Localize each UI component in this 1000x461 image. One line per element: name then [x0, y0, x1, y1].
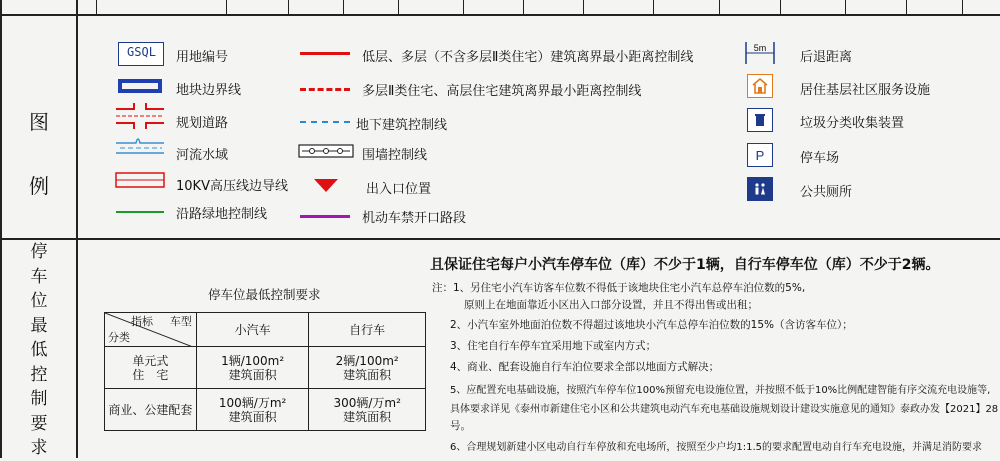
legend-label-parcel-boundary: 地块边界线 — [176, 83, 242, 98]
legend-label-green-belt: 沿路绿地控制线 — [176, 207, 268, 222]
planned-road-symbol — [114, 101, 166, 131]
parking-table-caption: 停车位最低控制要求 — [208, 287, 321, 302]
legend-label-planned-road: 规划道路 — [176, 116, 229, 131]
parking-title — [28, 240, 50, 461]
setback-distance-value: 5m — [753, 43, 767, 53]
parking-title-char: 求 — [30, 438, 48, 458]
community-service-icon — [747, 74, 773, 98]
header-category: 分类 — [108, 331, 130, 344]
legend-title-char: 例 — [29, 174, 49, 198]
row-car: 1辆/100m² 建筑面积 — [196, 347, 309, 389]
parking-title-char: 位 — [30, 291, 48, 311]
wall-line-symbol — [298, 144, 354, 158]
row-bike: 2辆/100m² 建筑面积 — [309, 347, 426, 389]
waste-sorting-icon — [747, 108, 773, 132]
legend-title — [22, 90, 56, 218]
parking-note-1-cont: 原则上在地面靠近小区出入口部分设置，并且不得出售或出租； — [464, 299, 758, 311]
public-toilet-icon — [747, 177, 773, 201]
legend-label-high-rise-setback: 多层Ⅱ类住宅、高层住宅建筑离界最小距离控制线 — [362, 84, 642, 99]
river-symbol — [114, 133, 166, 161]
legend-label-public-toilet: 公共厕所 — [800, 185, 853, 200]
parking-note-5: 5、应配置充电基础设施，按照汽车停车位100%预留充电设施位置，并按照不低于10%比例配建智能有序交流充电设施等, — [450, 385, 991, 396]
parking-title-char: 最 — [30, 315, 48, 336]
legend-label-community-service: 居住基层社区服务设施 — [800, 83, 931, 98]
parcel-boundary-symbol — [118, 79, 162, 93]
row-car: 100辆/万m² 建筑面积 — [196, 389, 309, 431]
parking-note-6: 6、合理规划新建小区电动自行车停放和充电场所，按照至少户均1:1.5的要求配置电动自行车充电设施，并满足消防要求 — [450, 442, 982, 453]
parking-lot-icon: P — [747, 143, 773, 167]
legend-label-parcel-code: 用地编号 — [176, 50, 229, 65]
parking-note-1: 注：1、另住宅小汽车访客车位数不得低于该地块住宅小汽车总停车泊位数的5%, — [432, 282, 806, 294]
low-rise-setback-symbol — [300, 52, 350, 55]
parking-note-2: 2、小汽车室外地面泊位数不得超过该地块小汽车总停车泊位数的15%（含访客车位）； — [450, 319, 853, 331]
parking-note-3: 3、住宅自行车停车宜采用地下或室内方式； — [450, 340, 657, 352]
legend-label-high-voltage: 10KV高压线边导线 — [176, 179, 288, 194]
table-row — [105, 389, 426, 431]
row-category: 商业、公建配套 — [105, 389, 197, 431]
frame-left — [0, 0, 2, 458]
parking-note-5-cont: 具体要求详见《泰州市新建住宅小区和公共建筑电动汽车充电基础设施规划设计建设实施意见的通知》泰政办发【2021】28 — [450, 404, 999, 415]
legend-label-low-rise-setback: 低层、多层（不含多层Ⅱ类住宅）建筑离界最小距离控制线 — [362, 50, 694, 65]
frame-middle — [0, 238, 1000, 240]
top-table-strip — [0, 0, 1000, 14]
legend-label-parking-lot: 停车场 — [800, 151, 840, 166]
header-car: 小汽车 — [196, 313, 309, 347]
legend-label-waste-sorting: 垃圾分类收集装置 — [800, 116, 905, 131]
legend-title-char: 图 — [29, 110, 49, 134]
setback-distance-symbol — [740, 40, 780, 66]
parking-title-char: 停 — [30, 242, 48, 262]
underground-line-symbol — [300, 121, 350, 123]
high-rise-setback-symbol — [300, 88, 350, 91]
frame-divider-left — [76, 0, 78, 458]
no-opening-symbol — [300, 215, 350, 218]
header-vehicle: 车型 — [169, 315, 192, 328]
parcel-code-symbol-text: GSQL — [127, 45, 156, 59]
parking-intro: 且保证住宅每户小汽车停车位（库）不少于1辆，自行车停车位（库）不少于2辆。 — [430, 257, 940, 273]
legend-label-wall-line: 围墙控制线 — [362, 148, 428, 163]
table-row — [105, 347, 426, 389]
parking-title-char: 低 — [30, 340, 48, 360]
legend-label-setback-distance: 后退距离 — [800, 50, 853, 65]
parking-title-char: 车 — [30, 266, 48, 287]
legend-label-river: 河流水域 — [176, 148, 229, 163]
parking-title-char: 制 — [30, 389, 48, 409]
frame-top — [0, 14, 1000, 16]
parking-table — [104, 312, 426, 431]
header-bike: 自行车 — [309, 313, 426, 347]
parking-title-char: 控 — [30, 364, 48, 385]
parking-note-4: 4、商业、配套设施自行车泊位要求全部以地面方式解决； — [450, 361, 720, 373]
entrance-triangle-icon — [312, 176, 340, 194]
header-indicator: 指标 — [131, 315, 153, 328]
row-category: 单元式 住 宅 — [105, 347, 197, 389]
green-belt-symbol — [116, 211, 164, 213]
parking-note-5-end: 号。 — [450, 420, 471, 432]
legend-label-no-opening: 机动车禁开口路段 — [362, 211, 467, 226]
parking-title-char: 要 — [30, 413, 48, 434]
high-voltage-symbol — [114, 170, 166, 190]
row-bike: 300辆/万m² 建筑面积 — [309, 389, 426, 431]
table-header-corner — [105, 313, 197, 347]
legend-label-entrance: 出入口位置 — [366, 182, 432, 197]
legend-label-underground-line: 地下建筑控制线 — [356, 118, 448, 133]
